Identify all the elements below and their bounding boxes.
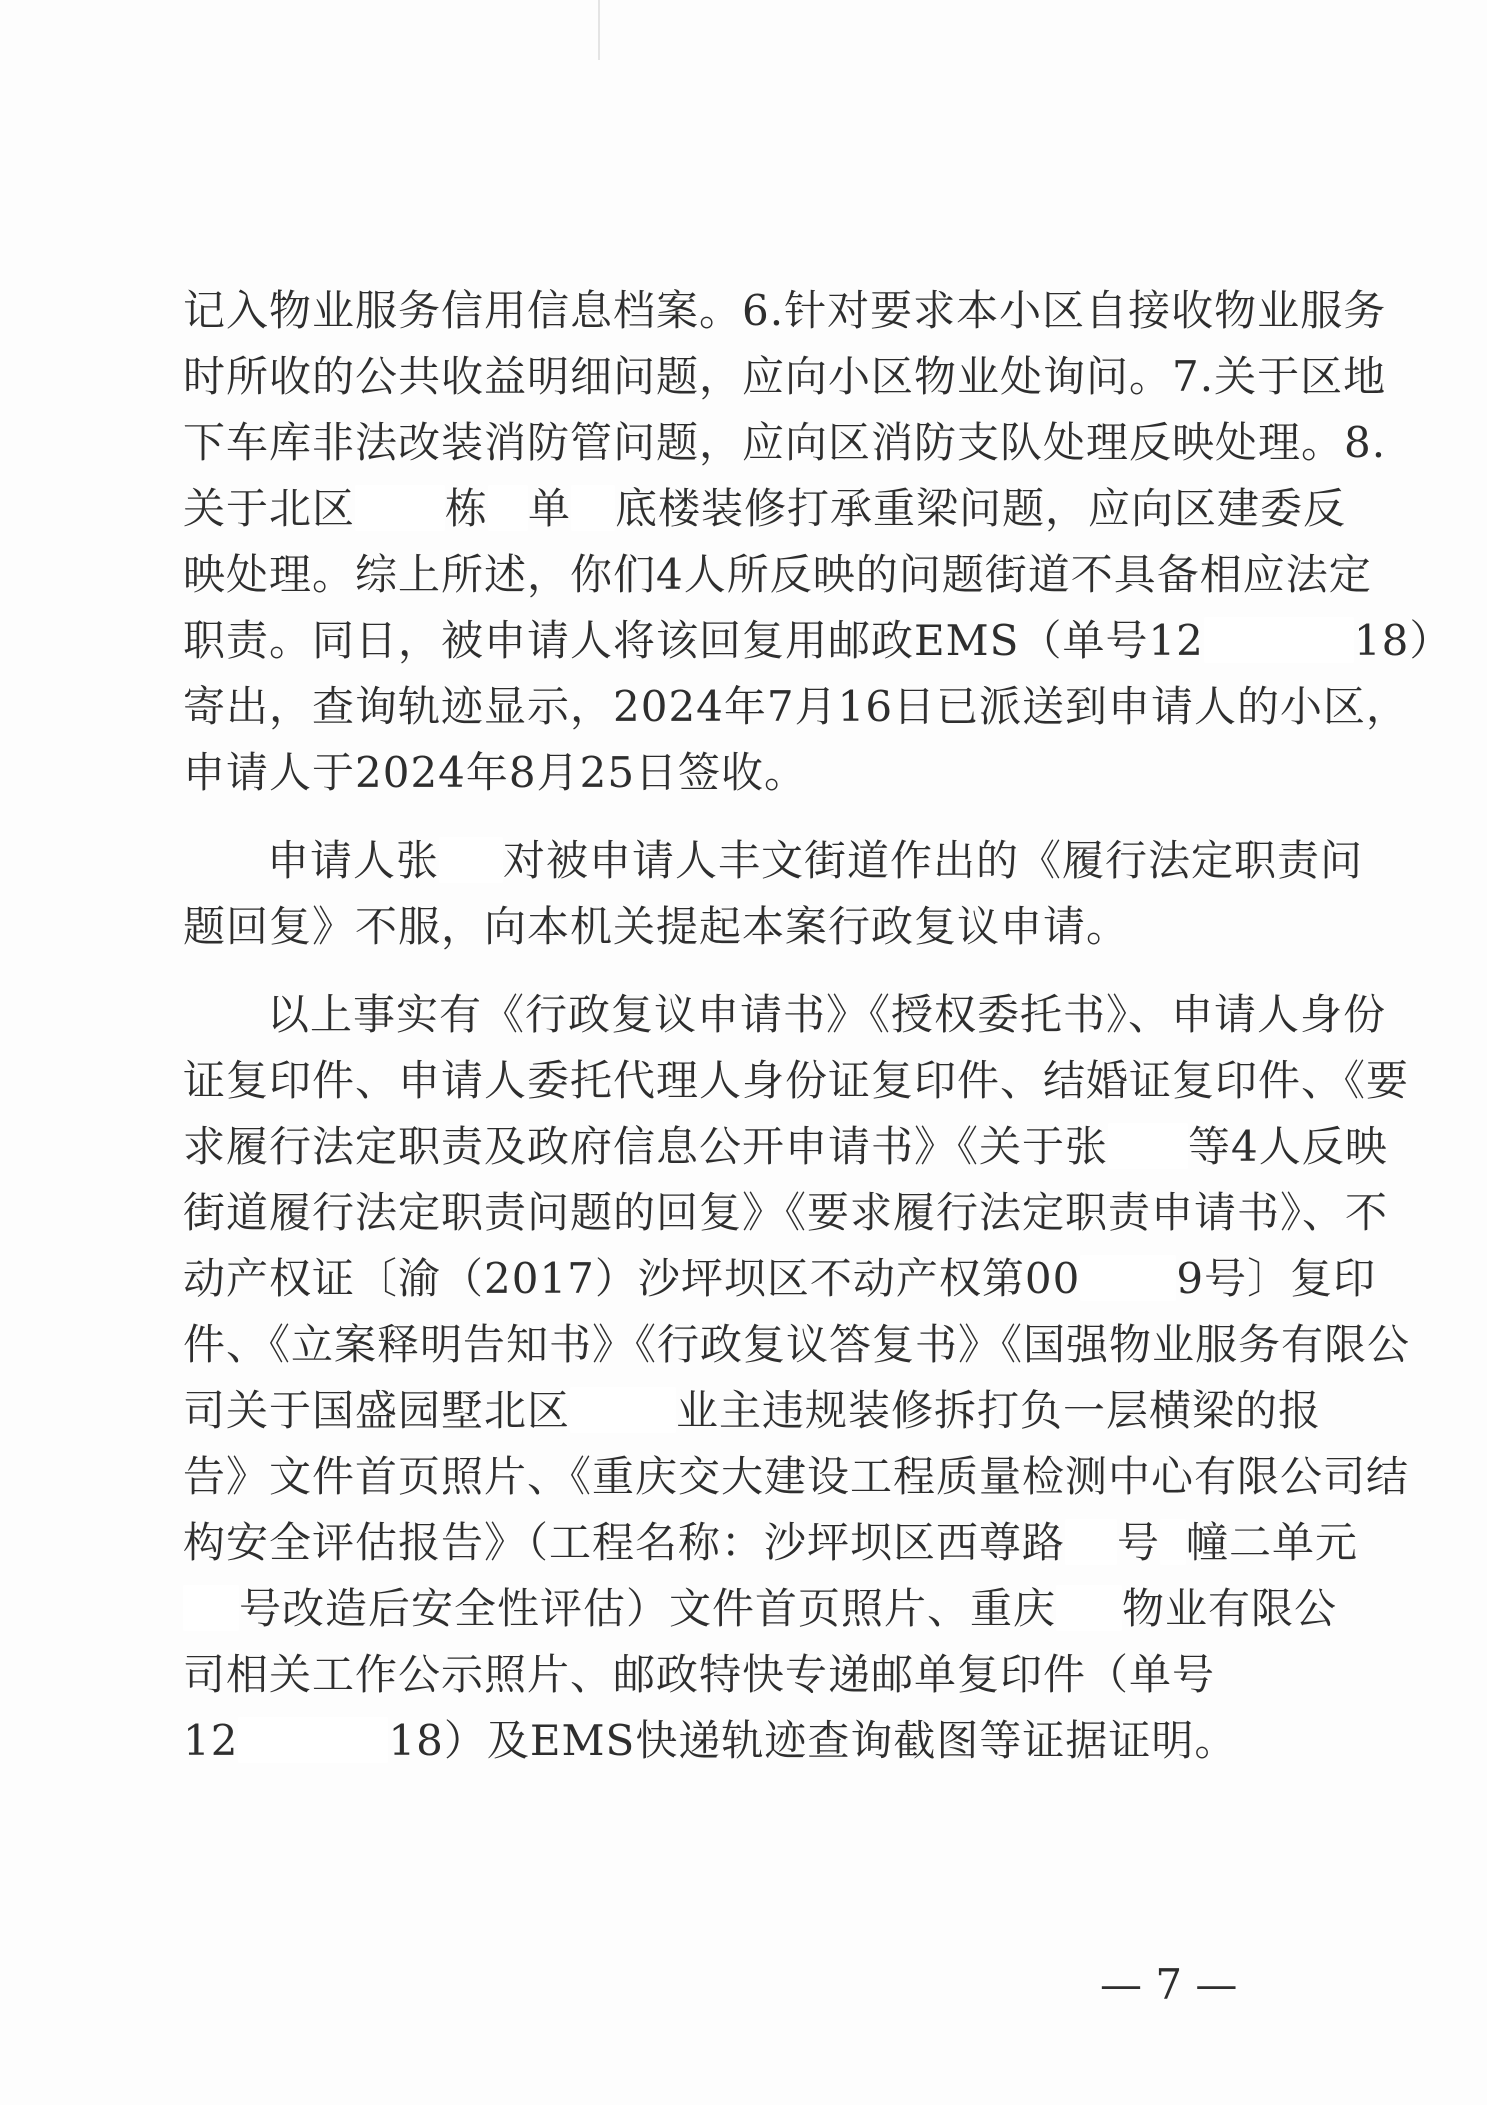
text-segment: 业主违规装修拆打负一层横梁的报 (676, 1386, 1322, 1435)
text-line: 申请人于2024年8月25日签收。 (183, 748, 808, 797)
redaction-box (488, 485, 528, 531)
text-segment: 以上事实有《行政复议申请书》《授权委托书》、申请人身份 (267, 990, 1387, 1039)
text-line (183, 1708, 1303, 1774)
text-line: 司相关工作公示照片、邮政特快专递邮单复印件（单号 (183, 1650, 1216, 1699)
text-line: 映处理。综上所述，你们4人所反映的问题街道不具备相应法定 (183, 550, 1372, 599)
paragraph-gap (183, 960, 1303, 982)
text-line (183, 1378, 1322, 1444)
text-line (183, 1576, 1338, 1642)
redaction-box (183, 1585, 239, 1631)
text-segment: 构安全评估报告》（工程名称：沙坪坝区西尊路 (183, 1518, 1066, 1567)
scan-artifact (598, 0, 600, 60)
text-line (183, 476, 1347, 542)
text-line: 件、《立案释明告知书》《行政复议答复书》《国强物业服务有限公 (183, 1320, 1411, 1369)
text-line: 告》文件首页照片、《重庆交大建设工程质量检测中心有限公司结 (183, 1452, 1410, 1501)
text-segment: 栋 (445, 484, 489, 533)
text-segment: 关于北区 (183, 484, 356, 533)
redaction-box (570, 1387, 676, 1433)
text-segment: 动产权证〔渝（2017）沙坪坝区不动产权第00 (183, 1254, 1081, 1303)
redaction-box (1080, 1255, 1176, 1301)
redaction-box (1108, 1123, 1188, 1169)
text-segment: 等4人反映 (1188, 1122, 1388, 1171)
text-line (183, 1246, 1377, 1312)
paragraph-gap (183, 806, 1303, 828)
text-line: 街道履行法定职责问题的回复》《要求履行法定职责申请书》、不 (183, 1188, 1389, 1237)
text-segment: 司关于国盛园墅北区 (183, 1386, 571, 1435)
text-line: 题回复》不服，向本机关提起本案行政复议申请。 (183, 902, 1130, 951)
text-segment: 12 (183, 1716, 239, 1765)
text-line (183, 982, 1387, 1048)
text-line: 寄出，查询轨迹显示，2024年7月16日已派送到申请人的小区， (183, 682, 1410, 731)
text-segment: 18）及EMS快递轨迹查询截图等证据证明。 (388, 1716, 1238, 1765)
text-line: 记入物业服务信用信息档案。6.针对要求本小区自接收物业服务 (183, 286, 1387, 335)
redaction-box (571, 485, 615, 531)
text-segment: 求履行法定职责及政府信息公开申请书》《关于张 (183, 1122, 1109, 1171)
text-segment: 单 (528, 484, 572, 533)
text-segment: 对被申请人丰文街道作出的《履行法定职责问 (503, 836, 1364, 885)
text-segment: 号 (1117, 1518, 1161, 1567)
redaction-box (238, 1717, 388, 1763)
redaction-box (1160, 1519, 1186, 1565)
redaction-box (1065, 1519, 1117, 1565)
text-line (183, 828, 1364, 894)
text-line (183, 1114, 1388, 1180)
text-segment: 职责。同日，被申请人将该回复用邮政EMS（单号12 (183, 616, 1204, 665)
text-segment: 幢二单元 (1186, 1518, 1359, 1567)
redaction-box (1204, 617, 1354, 663)
text-segment: 物业有限公 (1122, 1584, 1338, 1633)
redaction-box (439, 837, 503, 883)
text-line: 时所收的公共收益明细问题，应向小区物业处询问。7.关于区地 (183, 352, 1387, 401)
text-segment: 申请人张 (267, 836, 440, 885)
page-number: — 7 — (1100, 1960, 1238, 2009)
redaction-box (355, 485, 445, 531)
text-segment: 底楼装修打承重梁问题，应向区建委反 (615, 484, 1347, 533)
redaction-box (1056, 1585, 1122, 1631)
text-segment: 9号〕复印 (1176, 1254, 1377, 1303)
body-text (183, 278, 1453, 1774)
text-line (183, 1510, 1359, 1576)
text-segment: 18） (1353, 616, 1453, 665)
text-segment: 号改造后安全性评估）文件首页照片、重庆 (239, 1584, 1057, 1633)
text-line: 证复印件、申请人委托代理人身份证复印件、结婚证复印件、《要 (183, 1056, 1410, 1105)
text-line (183, 608, 1453, 674)
text-line: 下车库非法改装消防管问题，应向区消防支队处理反映处理。8. (183, 418, 1387, 467)
